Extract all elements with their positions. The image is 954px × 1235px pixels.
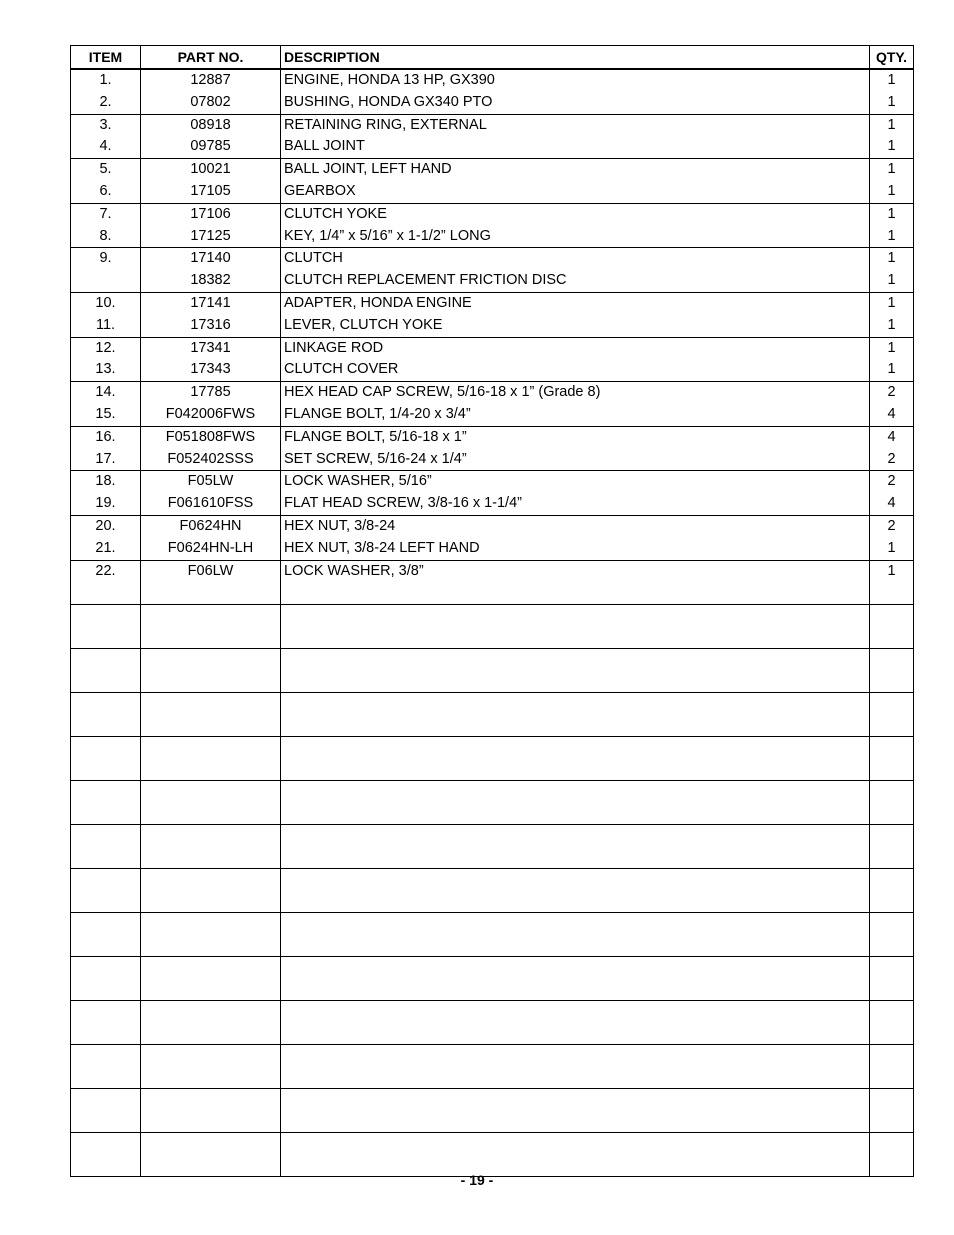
cell-item	[71, 471, 141, 516]
qty-text: 1	[887, 272, 896, 289]
parts-body	[71, 69, 914, 1177]
table-row-group	[71, 605, 914, 649]
cell-desc	[281, 248, 870, 293]
cell-qty	[870, 605, 914, 649]
cell-desc	[281, 426, 870, 471]
cell-part	[141, 737, 281, 781]
desc-text: ADAPTER, HONDA ENGINE	[284, 294, 472, 311]
desc-text: BUSHING, HONDA GX340 PTO	[284, 93, 493, 110]
cell-desc	[281, 1001, 870, 1045]
item-text: 21.	[95, 539, 116, 556]
qty-text: 1	[887, 316, 896, 333]
cell-part	[141, 605, 281, 649]
desc-text: LOCK WASHER, 5/16”	[284, 473, 432, 490]
cell-part	[141, 560, 281, 605]
item-text: 8.	[99, 227, 112, 244]
cell-desc	[281, 869, 870, 913]
table-row-group	[71, 292, 914, 337]
cell-qty	[870, 1133, 914, 1177]
cell-desc	[281, 1045, 870, 1089]
cell-item	[71, 515, 141, 560]
item-text	[71, 582, 140, 604]
cell-qty	[870, 1001, 914, 1045]
table-row-group	[71, 737, 914, 781]
qty-text: 1	[887, 138, 896, 155]
table-row-group	[71, 69, 914, 114]
qty-text: 2	[887, 450, 896, 467]
cell-part	[141, 114, 281, 159]
part-text: 18382	[190, 272, 231, 289]
desc-text: LOCK WASHER, 3/8”	[284, 562, 424, 579]
table-row-group	[71, 560, 914, 605]
item-text: 3.	[99, 116, 112, 133]
part-text: 08918	[190, 116, 231, 133]
part-text: 07802	[190, 93, 231, 110]
cell-qty	[870, 1089, 914, 1133]
cell-part	[141, 337, 281, 382]
part-text: F052402SSS	[167, 450, 254, 467]
table-row-group	[71, 693, 914, 737]
qty-text: 1	[887, 361, 896, 378]
part-text: 17140	[190, 250, 231, 267]
cell-item	[71, 1001, 141, 1045]
header-part-no: PART NO.	[141, 46, 281, 70]
cell-desc	[281, 515, 870, 560]
part-text: 17341	[190, 339, 231, 356]
item-text: 9.	[99, 250, 112, 267]
item-text: 22.	[95, 562, 116, 579]
desc-text: FLAT HEAD SCREW, 3/8-16 x 1-1/4”	[284, 495, 522, 512]
cell-part	[141, 913, 281, 957]
cell-part	[141, 693, 281, 737]
item-text: 15.	[95, 405, 116, 422]
table-row-group	[71, 957, 914, 1001]
cell-desc	[281, 957, 870, 1001]
cell-item	[71, 159, 141, 204]
part-text: 17785	[190, 384, 231, 401]
cell-qty	[870, 560, 914, 605]
cell-part	[141, 825, 281, 869]
cell-desc	[281, 649, 870, 693]
cell-part	[141, 426, 281, 471]
table-row-group	[71, 1001, 914, 1045]
qty-text: 4	[887, 405, 896, 422]
desc-text: KEY, 1/4” x 5/16” x 1-1/2” LONG	[284, 227, 491, 244]
part-text: F05LW	[187, 473, 234, 490]
cell-qty	[870, 913, 914, 957]
item-text: 13.	[95, 361, 116, 378]
cell-qty	[870, 781, 914, 825]
qty-text: 4	[887, 495, 896, 512]
part-text: F0624HN-LH	[167, 539, 254, 556]
cell-item	[71, 292, 141, 337]
cell-item	[71, 382, 141, 427]
table-row-group	[71, 337, 914, 382]
cell-qty	[870, 515, 914, 560]
cell-part	[141, 203, 281, 248]
cell-part	[141, 1001, 281, 1045]
header-item: ITEM	[71, 46, 141, 70]
item-text: 10.	[95, 294, 116, 311]
qty-text: 2	[887, 517, 896, 534]
cell-qty	[870, 471, 914, 516]
cell-item	[71, 1133, 141, 1177]
item-text: 5.	[99, 161, 112, 178]
table-row-group	[71, 1133, 914, 1177]
item-text: 14.	[95, 384, 116, 401]
table-row-group	[71, 203, 914, 248]
cell-part	[141, 957, 281, 1001]
item-text: 17.	[95, 450, 116, 467]
page-number: - 19 -	[460, 1172, 494, 1188]
cell-item	[71, 825, 141, 869]
cell-qty	[870, 869, 914, 913]
qty-text: 1	[887, 161, 896, 178]
qty-text: 1	[887, 227, 896, 244]
cell-item	[71, 560, 141, 605]
cell-desc	[281, 292, 870, 337]
desc-text	[281, 582, 869, 604]
table-row-group	[71, 913, 914, 957]
cell-qty	[870, 649, 914, 693]
table-row-group	[71, 1045, 914, 1089]
cell-item	[71, 337, 141, 382]
cell-desc	[281, 913, 870, 957]
table-row-group	[71, 825, 914, 869]
item-text: 16.	[95, 428, 116, 445]
desc-text: RETAINING RING, EXTERNAL	[284, 116, 487, 133]
cell-desc	[281, 159, 870, 204]
cell-desc	[281, 737, 870, 781]
header-row	[71, 46, 914, 70]
part-text: F061610FSS	[167, 495, 254, 512]
table-row-group	[71, 869, 914, 913]
cell-desc	[281, 114, 870, 159]
qty-text: 2	[887, 473, 896, 490]
desc-text: SET SCREW, 5/16-24 x 1/4”	[284, 450, 467, 467]
qty-text: 1	[887, 116, 896, 133]
cell-item	[71, 1045, 141, 1089]
part-text: F0624HN	[179, 517, 242, 534]
cell-item	[71, 203, 141, 248]
qty-text: 1	[887, 539, 896, 556]
desc-text: FLANGE BOLT, 1/4-20 x 3/4”	[284, 405, 471, 422]
part-text: F06LW	[187, 562, 234, 579]
part-text: 17343	[190, 361, 231, 378]
part-text: F051808FWS	[165, 428, 256, 445]
table-row-group	[71, 382, 914, 427]
desc-text: LINKAGE ROD	[284, 339, 384, 356]
item-text: 7.	[99, 205, 112, 222]
desc-text: CLUTCH REPLACEMENT FRICTION DISC	[284, 272, 567, 289]
part-text: 09785	[190, 138, 231, 155]
cell-qty	[870, 825, 914, 869]
part-text: 17141	[190, 294, 231, 311]
desc-text: LEVER, CLUTCH YOKE	[284, 316, 443, 333]
table-row-group	[71, 781, 914, 825]
cell-part	[141, 471, 281, 516]
qty-text: 2	[887, 384, 896, 401]
qty-text	[870, 582, 913, 604]
cell-qty	[870, 248, 914, 293]
table-row-group	[71, 649, 914, 693]
qty-text: 4	[887, 428, 896, 445]
header-description: DESCRIPTION	[281, 46, 870, 70]
cell-part	[141, 515, 281, 560]
part-text: 12887	[190, 72, 231, 88]
cell-item	[71, 605, 141, 649]
cell-qty	[870, 382, 914, 427]
desc-text: BALL JOINT, LEFT HAND	[284, 161, 452, 178]
cell-part	[141, 248, 281, 293]
item-text: 19.	[95, 495, 116, 512]
desc-text: CLUTCH YOKE	[284, 205, 387, 222]
item-text: 2.	[99, 93, 112, 110]
cell-qty	[870, 337, 914, 382]
desc-text: HEX NUT, 3/8-24 LEFT HAND	[284, 539, 480, 556]
desc-text: CLUTCH	[284, 250, 343, 267]
qty-text: 1	[887, 93, 896, 110]
part-text: 10021	[190, 161, 231, 178]
qty-text: 1	[887, 339, 896, 356]
cell-item	[71, 426, 141, 471]
cell-item	[71, 649, 141, 693]
cell-desc	[281, 69, 870, 114]
part-text: 17106	[190, 205, 231, 222]
qty-text: 1	[887, 562, 896, 579]
cell-item	[71, 114, 141, 159]
part-text: F042006FWS	[165, 405, 256, 422]
cell-part	[141, 292, 281, 337]
header-qty: QTY.	[870, 46, 914, 70]
desc-text: HEX NUT, 3/8-24	[284, 517, 396, 534]
qty-text: 1	[887, 205, 896, 222]
item-text: 1.	[99, 72, 112, 88]
table-row-group	[71, 159, 914, 204]
cell-part	[141, 159, 281, 204]
cell-desc	[281, 1133, 870, 1177]
cell-qty	[870, 1045, 914, 1089]
part-text	[141, 582, 280, 604]
cell-qty	[870, 426, 914, 471]
desc-text: HEX HEAD CAP SCREW, 5/16-18 x 1” (Grade 8)	[284, 384, 601, 401]
cell-part	[141, 869, 281, 913]
desc-text: CLUTCH COVER	[284, 361, 399, 378]
table-row-group	[71, 1089, 914, 1133]
cell-item	[71, 913, 141, 957]
cell-item	[71, 781, 141, 825]
qty-text: 1	[887, 72, 896, 88]
qty-text: 1	[887, 294, 896, 311]
cell-qty	[870, 203, 914, 248]
cell-desc	[281, 693, 870, 737]
desc-text: FLANGE BOLT, 5/16-18 x 1”	[284, 428, 467, 445]
cell-part	[141, 649, 281, 693]
item-text: 12.	[95, 339, 116, 356]
cell-desc	[281, 781, 870, 825]
cell-part	[141, 382, 281, 427]
cell-desc	[281, 560, 870, 605]
item-text: 18.	[95, 473, 116, 490]
cell-desc	[281, 1089, 870, 1133]
cell-item	[71, 957, 141, 1001]
cell-part	[141, 1133, 281, 1177]
part-text: 17125	[190, 227, 231, 244]
desc-text: BALL JOINT	[284, 138, 365, 155]
item-text: 11.	[95, 316, 116, 333]
part-text: 17105	[190, 182, 231, 199]
cell-qty	[870, 69, 914, 114]
cell-desc	[281, 337, 870, 382]
cell-item	[71, 693, 141, 737]
cell-item	[71, 869, 141, 913]
cell-desc	[281, 605, 870, 649]
qty-text: 1	[887, 182, 896, 199]
cell-qty	[870, 114, 914, 159]
table-row-group	[71, 471, 914, 516]
table-row-group	[71, 114, 914, 159]
cell-qty	[870, 957, 914, 1001]
cell-item	[71, 1089, 141, 1133]
cell-desc	[281, 203, 870, 248]
cell-item	[71, 69, 141, 114]
part-text: 17316	[190, 316, 231, 333]
desc-text: GEARBOX	[284, 182, 356, 199]
cell-qty	[870, 737, 914, 781]
table-row-group	[71, 248, 914, 293]
cell-qty	[870, 159, 914, 204]
cell-qty	[870, 292, 914, 337]
cell-part	[141, 1045, 281, 1089]
item-text: 20.	[95, 517, 116, 534]
table-row-group	[71, 426, 914, 471]
cell-part	[141, 1089, 281, 1133]
cell-part	[141, 781, 281, 825]
parts-table	[70, 45, 914, 1177]
cell-desc	[281, 471, 870, 516]
cell-desc	[281, 382, 870, 427]
item-text: 4.	[99, 138, 112, 155]
cell-desc	[281, 825, 870, 869]
cell-part	[141, 69, 281, 114]
cell-qty	[870, 693, 914, 737]
table-row-group	[71, 515, 914, 560]
qty-text: 1	[887, 250, 896, 267]
cell-item	[71, 248, 141, 293]
desc-text: ENGINE, HONDA 13 HP, GX390	[284, 72, 495, 88]
item-text	[71, 270, 140, 292]
cell-item	[71, 737, 141, 781]
item-text: 6.	[99, 182, 112, 199]
